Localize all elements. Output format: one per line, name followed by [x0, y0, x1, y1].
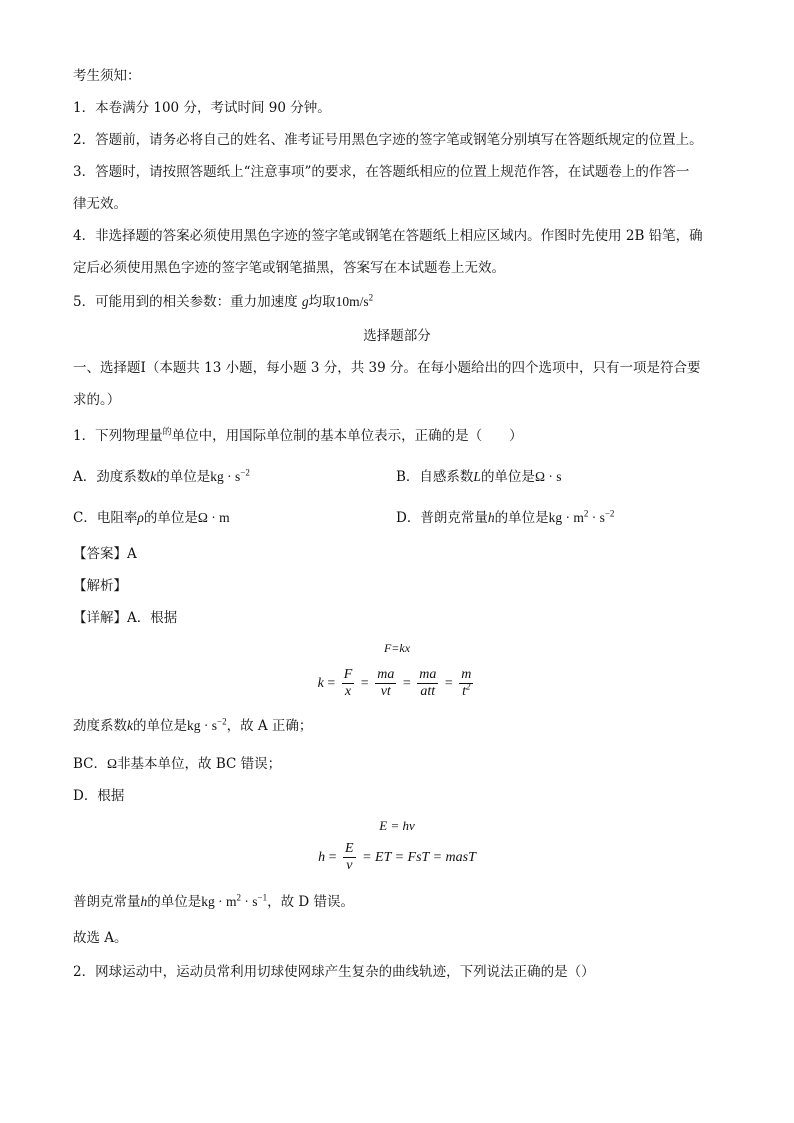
q1-line-bc-a: BC．	[73, 756, 108, 772]
q1-eq2-eq2: =	[360, 676, 369, 691]
q1-line-h-c: ，故 D 错误。	[267, 894, 354, 910]
q1-line-k-var: k	[127, 718, 133, 733]
q1-analysis: 【解析】	[73, 578, 127, 594]
q1-eq4	[0, 840, 794, 876]
notice-item-3-cont: 律无效。	[73, 196, 127, 212]
q1-line-h-b: 的单位是	[147, 894, 202, 910]
q1-line-h-a: 普朗克常量	[73, 894, 141, 910]
notice-g-exp: 2	[368, 292, 374, 303]
q1-line-k-a: 劲度系数	[73, 718, 127, 734]
q1-option-a-exp: −2	[240, 467, 250, 478]
q1-option-d	[396, 508, 614, 528]
q1-eq2-frac3-num: ma	[419, 667, 437, 683]
q1-option-b-var: L	[473, 469, 481, 484]
q1-eq2-eq1: =	[327, 676, 336, 691]
q1-option-c-mid: 的单位是	[143, 510, 198, 526]
q1-eq2-frac4-exp: 2	[466, 681, 471, 692]
q1-eq2-frac1-num: F	[343, 667, 353, 683]
notice-item-4: 4．非选择题的答案必须使用黑色字迹的签字笔或钢笔在答题纸上相应区域内。作图时先使用 2B 铅笔，确	[73, 228, 703, 244]
q1-option-a-var: k	[150, 469, 157, 484]
q1-eq2-frac4-den-t: t	[462, 684, 467, 700]
q1-option-a-mid: 的单位是	[156, 469, 211, 485]
q1-option-c-text: C．电阻率	[73, 510, 138, 526]
q1-eq2-frac2	[375, 667, 396, 700]
q1-stem-b: 单位中，用国际单位制的基本单位表示，正确的是（ ）	[171, 428, 523, 444]
q1-line-k-exp: −2	[217, 716, 227, 727]
q1-eq2	[0, 666, 794, 702]
q1-eq4-lhs: h	[318, 850, 326, 865]
q1-option-d-exp1: 2	[583, 508, 589, 519]
q1-option-d-exp2: −2	[604, 508, 615, 519]
q1-line-bc-sym: Ω	[107, 756, 118, 771]
q1-eq2-frac2-num: ma	[377, 667, 395, 683]
q1-option-c-unit: Ω · m	[197, 510, 230, 525]
q1-line-d: D．根据	[73, 788, 125, 804]
q1-line-k	[73, 716, 312, 736]
q1-option-d-unit: kg · m	[548, 510, 584, 525]
notice-item-5	[73, 292, 373, 312]
section-title: 选择题部分	[363, 328, 431, 344]
q1-option-d-text: D．普朗克常量	[396, 510, 488, 526]
q1-option-c-var: ρ	[137, 510, 144, 525]
q1-stem	[73, 426, 523, 446]
q1-option-a-text: A．劲度系数	[73, 469, 151, 485]
notice-item-5-mid: 均取	[308, 294, 336, 310]
q1-eq2-frac1	[342, 667, 355, 700]
notice-item-4-cont: 定后必须使用黑色字迹的签字笔或钢笔描黑，答案写在本试题卷上无效。	[73, 260, 505, 276]
q1-stem-small: 的	[162, 427, 172, 438]
q1-line-h-var: h	[140, 894, 148, 909]
notice-item-5-prefix: 5．可能用到的相关参数：重力加速度	[73, 294, 298, 310]
q1-eq2-eq4: =	[444, 676, 453, 691]
q1-line-k-c: ，故 A 正确；	[226, 718, 313, 734]
q1-eq2-frac4-num: m	[461, 667, 472, 683]
q1-option-b-unit: Ω · s	[534, 469, 562, 484]
q1-line-h	[73, 892, 354, 912]
notice-item-1: 1．本卷满分 100 分，考试时间 90 分钟。	[73, 100, 331, 116]
q1-option-d-var: h	[487, 510, 495, 525]
q1-eq2-frac1-den: x	[344, 684, 352, 700]
q1-eq4-rhs: = ET = FsT = masT	[362, 850, 476, 865]
q1-eq2-eq3: =	[402, 676, 411, 691]
q1-eq4-frac-den: ν	[346, 858, 353, 874]
q1-eq4-eq: =	[328, 850, 337, 865]
q1-stem-a: 1．下列物理量	[73, 428, 163, 444]
part1-instructions: 一、选择题Ⅰ（本题共 13 小题，每小题 3 分，共 39 分。在每小题给出的四个选项中，只有一项是符合要	[73, 360, 701, 376]
q1-eq1: F=kx	[383, 641, 411, 655]
notice-g-symbol: g	[301, 294, 309, 309]
q1-line-h-exp2: −1	[257, 892, 268, 903]
notice-item-2: 2．答题前，请务必将自己的姓名、准考证号用黑色字迹的签字笔或钢笔分别填写在答题纸规定的位置上。	[73, 132, 703, 148]
q1-eq3: E = hν	[379, 818, 415, 833]
q1-eq4-frac	[343, 841, 356, 874]
q1-line-h-unit: kg · m	[201, 894, 237, 909]
q1-option-b	[396, 467, 561, 487]
q1-eq2-frac2-den: vt	[380, 684, 391, 700]
q1-option-d-unit2: · s	[588, 510, 605, 525]
q1-eq2-frac4-den	[459, 681, 473, 700]
q1-eq2-frac3	[417, 667, 438, 700]
q1-line-h-exp1: 2	[236, 892, 241, 903]
q1-eq4-frac-num: E	[345, 841, 354, 857]
q1-conclusion: 故选 A。	[73, 930, 128, 946]
q1-option-d-mid: 的单位是	[494, 510, 549, 526]
q1-option-c	[73, 508, 230, 528]
q2-stem: 2．网球运动中，运动员常利用切球使网球产生复杂的曲线轨迹，下列说法正确的是（）	[73, 964, 595, 980]
q1-answer: 【答案】A	[73, 546, 137, 562]
q1-line-bc-b: 非基本单位，故 BC 错误；	[117, 756, 282, 772]
q1-eq2-frac3-den: att	[420, 684, 436, 700]
q1-option-b-mid: 的单位是	[480, 469, 535, 485]
q1-line-k-unit: kg · s	[187, 718, 217, 733]
q1-line-bc	[73, 754, 281, 774]
q1-option-b-text: B．自感系数	[396, 469, 474, 485]
q1-line-k-b: 的单位是	[133, 718, 187, 734]
q1-eq2-k: k	[317, 676, 324, 691]
q1-option-a-unit: kg · s	[210, 469, 241, 484]
notice-item-3: 3．答题时，请按照答题纸上“注意事项”的要求，在答题纸相应的位置上规范作答，在试题卷上的作答一	[73, 164, 690, 180]
q1-option-a	[73, 467, 250, 487]
part1-instructions-cont: 求的。）	[73, 392, 121, 408]
q1-line-h-unit2: · s	[241, 894, 258, 909]
q1-detail-label: 【详解】A．根据	[73, 610, 178, 626]
notice-g-value: 10m/s	[335, 294, 369, 309]
q1-eq2-frac4	[459, 667, 473, 700]
notice-title: 考生须知：	[73, 68, 141, 84]
